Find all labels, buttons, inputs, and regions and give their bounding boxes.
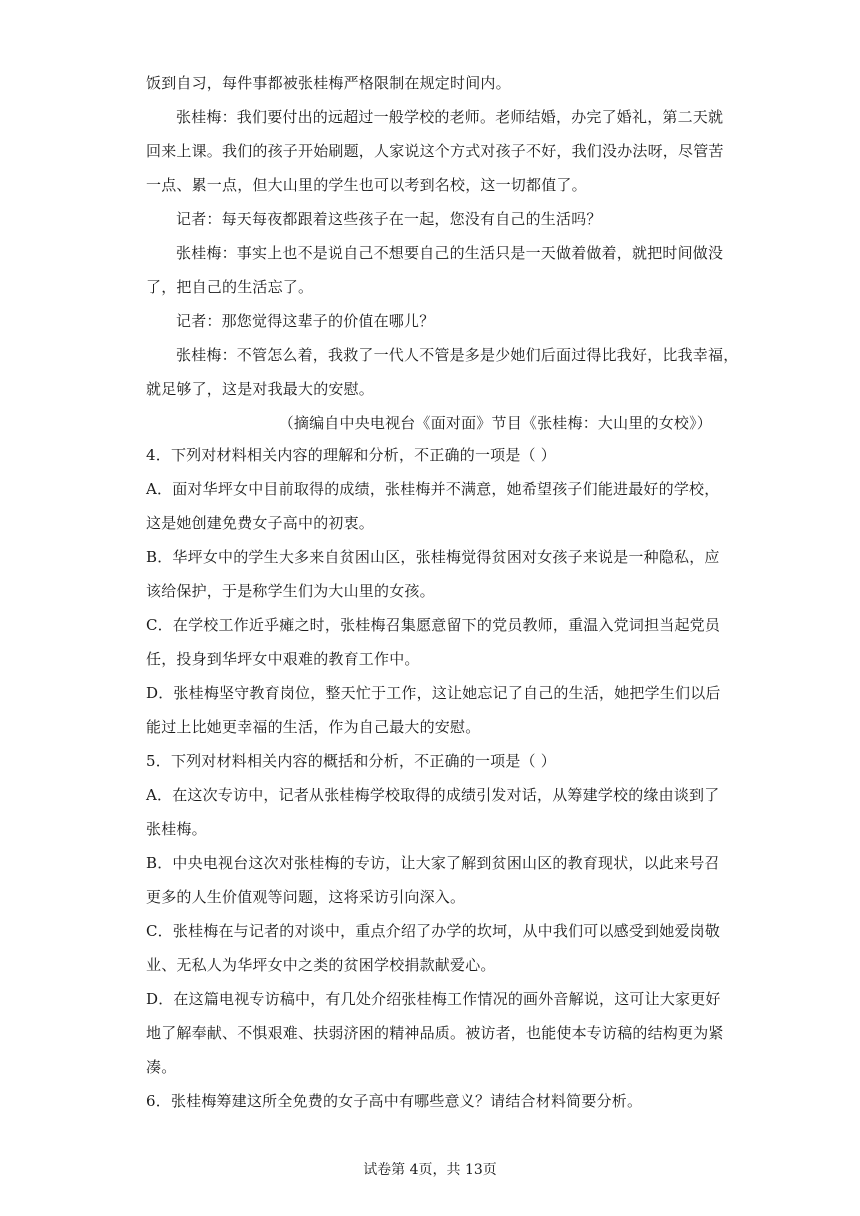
option-text: 业、无私人为华坪女中之类的贫困学校捐款献爱心。 xyxy=(146,956,496,974)
option-text: 该给保护，于是称学生们为大山里的女孩。 xyxy=(146,582,435,600)
passage-line: 张桂梅：事实上也不是说自己不想要自己的生活只是一天做着做着，就把时间做没 xyxy=(176,244,724,262)
passage-line: 张桂梅：不管怎么着，我救了一代人不管是多是少她们后面过得比我好，比我幸福， xyxy=(176,346,739,364)
option-text: A．在这次专访中，记者从张桂梅学校取得的成绩引发对话，从筹建学校的缘由谈到了 xyxy=(146,786,720,804)
question-stem: 5．下列对材料相关内容的概括和分析，不正确的一项是（ ） xyxy=(146,752,556,770)
passage-line: 记者：那您觉得这辈子的价值在哪儿？ xyxy=(176,312,435,330)
passage-line: 一点、累一点，但大山里的学生也可以考到名校，这一切都值了。 xyxy=(146,176,587,194)
passage-source: （摘编自中央电视台《面对面》节目《张桂梅：大山里的女校》） xyxy=(278,414,712,432)
option-text: D．在这篇电视专访稿中，有几处介绍张桂梅工作情况的画外音解说，这可让大家更好 xyxy=(146,990,721,1008)
passage-line: 了，把自己的生活忘了。 xyxy=(146,278,314,296)
passage-line: 就足够了，这是对我最大的安慰。 xyxy=(146,380,375,398)
option-text: 这是她创建免费女子高中的初衷。 xyxy=(146,514,375,532)
option-text: 更多的人生价值观等问题，这将采访引向深入。 xyxy=(146,888,466,906)
passage-line: 回来上课。我们的孩子开始刷题，人家说这个方式对孩子不好，我们没办法呀，尽管苦 xyxy=(146,142,724,160)
option-text: C．在学校工作近乎瘫之时，张桂梅召集愿意留下的党员教师，重温入党词担当起党员 xyxy=(146,616,721,634)
question-stem: 6．张桂梅筹建这所全免费的女子高中有哪些意义？请结合材料简要分析。 xyxy=(146,1092,643,1110)
option-text: 能过上比她更幸福的生活，作为自己最大的安慰。 xyxy=(146,718,481,736)
question-stem: 4．下列对材料相关内容的理解和分析，不正确的一项是（ ） xyxy=(146,446,556,464)
page-footer: 试卷第 4页，共 13页 xyxy=(363,1162,497,1178)
option-text: 地了解奉献、不惧艰难、扶弱济困的精神品质。被访者，也能使本专访稿的结构更为紧 xyxy=(146,1024,724,1042)
option-text: 凑。 xyxy=(146,1058,177,1076)
option-text: C．张桂梅在与记者的对谈中，重点介绍了办学的坎坷，从中我们可以感受到她爱岗敬 xyxy=(146,922,721,940)
option-text: D．张桂梅坚守教育岗位，整天忙于工作，这让她忘记了自己的生活，她把学生们以后 xyxy=(146,684,721,702)
option-text: 任，投身到华坪女中艰难的教育工作中。 xyxy=(146,650,420,668)
option-text: 张桂梅。 xyxy=(146,820,207,838)
option-text: B．中央电视台这次对张桂梅的专访，让大家了解到贫困山区的教育现状，以此来号召 xyxy=(146,854,720,872)
option-text: A．面对华坪女中目前取得的成绩，张桂梅并不满意，她希望孩子们能进最好的学校， xyxy=(146,480,720,498)
passage-line: 饭到自习，每件事都被张桂梅严格限制在规定时间内。 xyxy=(146,74,511,92)
passage-line: 张桂梅：我们要付出的远超过一般学校的老师。老师结婚，办完了婚礼，第二天就 xyxy=(176,108,724,126)
option-text: B．华坪女中的学生大多来自贫困山区，张桂梅觉得贫困对女孩子来说是一种隐私，应 xyxy=(146,548,720,566)
passage-line: 记者：每天每夜都跟着这些孩子在一起，您没有自己的生活吗？ xyxy=(176,210,602,228)
